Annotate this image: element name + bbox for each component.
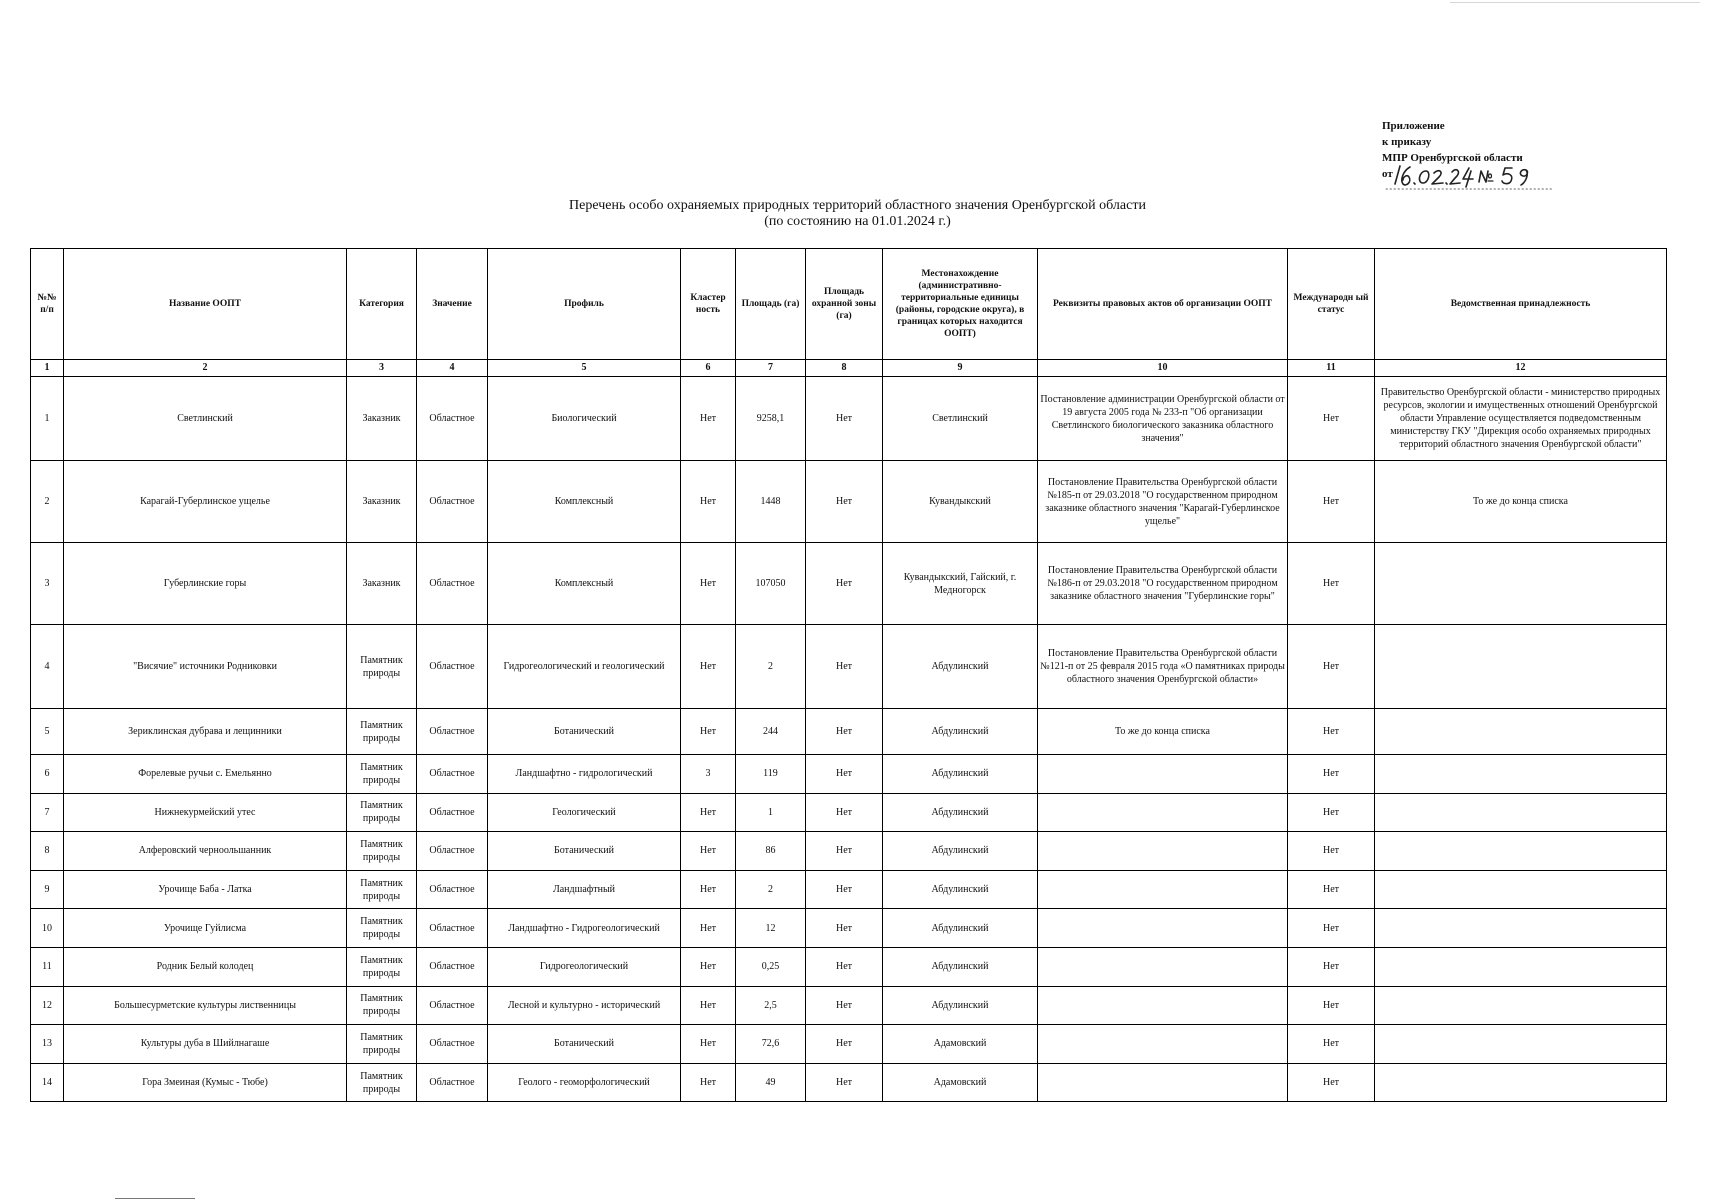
title-line-2: (по состоянию на 01.01.2024 г.) <box>764 214 951 229</box>
cell-intl-status: Нет <box>1288 793 1375 832</box>
cell-department <box>1375 909 1667 948</box>
protected-areas-table <box>30 248 1667 1102</box>
cell-location: Адамовский <box>883 1063 1038 1102</box>
table-row <box>31 1025 1667 1064</box>
col-header-area: Площадь (га) <box>736 249 806 360</box>
cell-location: Светлинский <box>883 377 1038 461</box>
cell-number: 3 <box>31 543 64 625</box>
cell-category: Памятник природы <box>347 1025 417 1064</box>
cell-name: Зериклинская дубрава и лещинники <box>64 709 347 755</box>
col-number: 9 <box>883 360 1038 377</box>
table-row <box>31 461 1667 543</box>
cell-buffer-area: Нет <box>806 461 883 543</box>
cell-name: Карагай-Губерлинское ущелье <box>64 461 347 543</box>
table-row <box>31 377 1667 461</box>
cell-profile: Ботанический <box>488 832 681 871</box>
cell-location: Кувандыкский <box>883 461 1038 543</box>
col-number: 12 <box>1375 360 1667 377</box>
cell-name: Культуры дуба в Шийлнагаше <box>64 1025 347 1064</box>
cell-significance: Областное <box>417 625 488 709</box>
cell-cluster: 3 <box>681 755 736 794</box>
col-number: 5 <box>488 360 681 377</box>
cell-location: Абдулинский <box>883 755 1038 794</box>
cell-buffer-area: Нет <box>806 947 883 986</box>
cell-name: Нижнекурмейский утес <box>64 793 347 832</box>
cell-name: Урочище Гуйлисма <box>64 909 347 948</box>
col-header-number: №№ п/п <box>31 249 64 360</box>
cell-cluster: Нет <box>681 793 736 832</box>
cell-buffer-area: Нет <box>806 709 883 755</box>
cell-area: 9258,1 <box>736 377 806 461</box>
table-row <box>31 543 1667 625</box>
col-number: 7 <box>736 360 806 377</box>
cell-significance: Областное <box>417 832 488 871</box>
cell-profile: Ландшафтный <box>488 870 681 909</box>
cell-area: 49 <box>736 1063 806 1102</box>
cell-name: "Висячие" источники Родниковки <box>64 625 347 709</box>
cell-location: Абдулинский <box>883 832 1038 871</box>
table-row <box>31 793 1667 832</box>
cell-category: Памятник природы <box>347 755 417 794</box>
cell-category: Памятник природы <box>347 909 417 948</box>
col-header-significance: Значение <box>417 249 488 360</box>
table-row <box>31 832 1667 871</box>
col-number: 11 <box>1288 360 1375 377</box>
cell-cluster: Нет <box>681 709 736 755</box>
cell-significance: Областное <box>417 870 488 909</box>
cell-area: 2 <box>736 870 806 909</box>
cell-name: Светлинский <box>64 377 347 461</box>
cell-name: Урочище Баба - Латка <box>64 870 347 909</box>
cell-intl-status: Нет <box>1288 870 1375 909</box>
col-header-department: Ведомственная принадлежность <box>1375 249 1667 360</box>
cell-area: 1448 <box>736 461 806 543</box>
cell-name: Форелевые ручьи с. Емельянно <box>64 755 347 794</box>
cell-cluster: Нет <box>681 1025 736 1064</box>
col-header-profile: Профиль <box>488 249 681 360</box>
cell-department: То же до конца списка <box>1375 461 1667 543</box>
cell-intl-status: Нет <box>1288 461 1375 543</box>
cell-legal-acts <box>1038 909 1288 948</box>
footnote-rule <box>115 1198 195 1199</box>
cell-legal-acts: То же до конца списка <box>1038 709 1288 755</box>
cell-department <box>1375 755 1667 794</box>
annex-line-3: МПР Оренбургской области <box>1382 152 1523 164</box>
cell-department <box>1375 986 1667 1025</box>
cell-buffer-area: Нет <box>806 986 883 1025</box>
cell-category: Памятник природы <box>347 1063 417 1102</box>
cell-category: Памятник природы <box>347 870 417 909</box>
cell-number: 5 <box>31 709 64 755</box>
cell-buffer-area: Нет <box>806 543 883 625</box>
cell-legal-acts <box>1038 1063 1288 1102</box>
cell-intl-status: Нет <box>1288 947 1375 986</box>
cell-area: 107050 <box>736 543 806 625</box>
cell-number: 6 <box>31 755 64 794</box>
cell-cluster: Нет <box>681 543 736 625</box>
annex-date-prefix: от <box>1382 168 1393 180</box>
cell-category: Памятник природы <box>347 986 417 1025</box>
cell-number: 13 <box>31 1025 64 1064</box>
cell-area: 72,6 <box>736 1025 806 1064</box>
cell-significance: Областное <box>417 947 488 986</box>
col-number: 10 <box>1038 360 1288 377</box>
cell-intl-status: Нет <box>1288 1025 1375 1064</box>
cell-intl-status: Нет <box>1288 709 1375 755</box>
cell-location: Адамовский <box>883 1025 1038 1064</box>
cell-legal-acts: Постановление Правительства Оренбургской области №121-п от 25 февраля 2015 года «О памятниках природы областного значения Оренбургской области» <box>1038 625 1288 709</box>
cell-number: 12 <box>31 986 64 1025</box>
cell-number: 8 <box>31 832 64 871</box>
cell-significance: Областное <box>417 543 488 625</box>
cell-number: 14 <box>31 1063 64 1102</box>
cell-profile: Гидрогеологический и геологический <box>488 625 681 709</box>
cell-category: Памятник природы <box>347 832 417 871</box>
cell-profile: Геолого - геоморфологический <box>488 1063 681 1102</box>
cell-location: Абдулинский <box>883 947 1038 986</box>
cell-cluster: Нет <box>681 625 736 709</box>
cell-profile: Ландшафтно - гидрологический <box>488 755 681 794</box>
cell-significance: Областное <box>417 909 488 948</box>
cell-intl-status: Нет <box>1288 909 1375 948</box>
table-row <box>31 947 1667 986</box>
cell-significance: Областное <box>417 793 488 832</box>
col-header-name: Название ООПТ <box>64 249 347 360</box>
document-title <box>0 198 1715 230</box>
cell-location: Абдулинский <box>883 709 1038 755</box>
table-row <box>31 909 1667 948</box>
cell-legal-acts <box>1038 870 1288 909</box>
cell-profile: Комплексный <box>488 543 681 625</box>
table-row <box>31 625 1667 709</box>
handwritten-date-signature <box>1384 162 1559 192</box>
cell-significance: Областное <box>417 986 488 1025</box>
col-number: 8 <box>806 360 883 377</box>
cell-legal-acts <box>1038 755 1288 794</box>
cell-name: Алферовский черноольшанник <box>64 832 347 871</box>
cell-category: Заказник <box>347 543 417 625</box>
cell-cluster: Нет <box>681 832 736 871</box>
cell-location: Абдулинский <box>883 793 1038 832</box>
cell-name: Губерлинские горы <box>64 543 347 625</box>
col-number: 6 <box>681 360 736 377</box>
cell-profile: Гидрогеологический <box>488 947 681 986</box>
cell-area: 86 <box>736 832 806 871</box>
cell-profile: Лесной и культурно - исторический <box>488 986 681 1025</box>
cell-cluster: Нет <box>681 947 736 986</box>
cell-category: Заказник <box>347 461 417 543</box>
annex-line-1: Приложение <box>1382 120 1445 132</box>
cell-department <box>1375 793 1667 832</box>
cell-cluster: Нет <box>681 1063 736 1102</box>
cell-profile: Ботанический <box>488 709 681 755</box>
title-line-1: Перечень особо охраняемых природных территорий областного значения Оренбургской области <box>569 198 1146 213</box>
cell-number: 10 <box>31 909 64 948</box>
cell-number: 9 <box>31 870 64 909</box>
col-header-location: Местонахождение (административно-территориальные единицы (районы, городские округа), в границах которых находится ООПТ) <box>883 249 1038 360</box>
cell-area: 119 <box>736 755 806 794</box>
col-number: 1 <box>31 360 64 377</box>
cell-intl-status: Нет <box>1288 625 1375 709</box>
cell-department <box>1375 709 1667 755</box>
cell-significance: Областное <box>417 461 488 543</box>
cell-location: Абдулинский <box>883 909 1038 948</box>
col-header-cluster: Кластер ность <box>681 249 736 360</box>
column-number-row <box>31 360 1667 377</box>
annex-line-2: к приказу <box>1382 136 1432 148</box>
cell-category: Памятник природы <box>347 793 417 832</box>
cell-significance: Областное <box>417 755 488 794</box>
cell-profile: Ландшафтно - Гидрогеологический <box>488 909 681 948</box>
cell-department <box>1375 625 1667 709</box>
cell-legal-acts: Постановление Правительства Оренбургской области №185-п от 29.03.2018 "О государственном природном заказнике областного значения "Карагай-Губерлинское ущелье" <box>1038 461 1288 543</box>
cell-intl-status: Нет <box>1288 377 1375 461</box>
cell-cluster: Нет <box>681 909 736 948</box>
cell-cluster: Нет <box>681 870 736 909</box>
table-row <box>31 755 1667 794</box>
cell-name: Большесурметские культуры лиственницы <box>64 986 347 1025</box>
col-header-buffer-area: Площадь охранной зоны (га) <box>806 249 883 360</box>
cell-significance: Областное <box>417 1025 488 1064</box>
col-number: 2 <box>64 360 347 377</box>
cell-cluster: Нет <box>681 461 736 543</box>
cell-buffer-area: Нет <box>806 870 883 909</box>
cell-cluster: Нет <box>681 377 736 461</box>
cell-location: Кувандыкский, Гайский, г. Медногорск <box>883 543 1038 625</box>
cell-department <box>1375 1025 1667 1064</box>
cell-buffer-area: Нет <box>806 625 883 709</box>
header-row <box>31 249 1667 360</box>
cell-intl-status: Нет <box>1288 986 1375 1025</box>
cell-significance: Областное <box>417 1063 488 1102</box>
col-header-legal-acts: Реквизиты правовых актов об организации ООПТ <box>1038 249 1288 360</box>
cell-name: Родник Белый колодец <box>64 947 347 986</box>
cell-category: Памятник природы <box>347 947 417 986</box>
cell-intl-status: Нет <box>1288 1063 1375 1102</box>
cell-category: Заказник <box>347 377 417 461</box>
cell-buffer-area: Нет <box>806 832 883 871</box>
cell-legal-acts <box>1038 832 1288 871</box>
cell-location: Абдулинский <box>883 625 1038 709</box>
cell-legal-acts <box>1038 986 1288 1025</box>
cell-significance: Областное <box>417 709 488 755</box>
cell-buffer-area: Нет <box>806 793 883 832</box>
cell-area: 2,5 <box>736 986 806 1025</box>
scan-edge-line <box>1450 2 1700 3</box>
cell-legal-acts <box>1038 947 1288 986</box>
col-number: 3 <box>347 360 417 377</box>
cell-area: 12 <box>736 909 806 948</box>
cell-number: 7 <box>31 793 64 832</box>
table-row <box>31 1063 1667 1102</box>
cell-buffer-area: Нет <box>806 377 883 461</box>
cell-area: 244 <box>736 709 806 755</box>
cell-number: 4 <box>31 625 64 709</box>
cell-profile: Комплексный <box>488 461 681 543</box>
cell-profile: Геологический <box>488 793 681 832</box>
cell-location: Абдулинский <box>883 986 1038 1025</box>
col-header-category: Категория <box>347 249 417 360</box>
cell-area: 1 <box>736 793 806 832</box>
table-row <box>31 870 1667 909</box>
cell-intl-status: Нет <box>1288 543 1375 625</box>
table-row <box>31 986 1667 1025</box>
cell-intl-status: Нет <box>1288 832 1375 871</box>
cell-profile: Ботанический <box>488 1025 681 1064</box>
cell-legal-acts <box>1038 793 1288 832</box>
cell-number: 11 <box>31 947 64 986</box>
cell-area: 0,25 <box>736 947 806 986</box>
cell-category: Памятник природы <box>347 709 417 755</box>
cell-legal-acts: Постановление Правительства Оренбургской области №186-п от 29.03.2018 "О государственном природном заказнике областного значения "Губерлинские горы" <box>1038 543 1288 625</box>
cell-department <box>1375 1063 1667 1102</box>
cell-number: 2 <box>31 461 64 543</box>
cell-buffer-area: Нет <box>806 909 883 948</box>
cell-legal-acts: Постановление администрации Оренбургской области от 19 августа 2005 года № 233-п "Об организации Светлинского биологического заказника областного значения" <box>1038 377 1288 461</box>
cell-intl-status: Нет <box>1288 755 1375 794</box>
cell-buffer-area: Нет <box>806 1025 883 1064</box>
col-header-intl-status: Международн ый статус <box>1288 249 1375 360</box>
cell-significance: Областное <box>417 377 488 461</box>
cell-category: Памятник природы <box>347 625 417 709</box>
cell-profile: Биологический <box>488 377 681 461</box>
cell-area: 2 <box>736 625 806 709</box>
cell-buffer-area: Нет <box>806 755 883 794</box>
cell-department <box>1375 870 1667 909</box>
cell-legal-acts <box>1038 1025 1288 1064</box>
cell-department: Правительство Оренбургской области - министерство природных ресурсов, экологии и имущественных отношений Оренбургской области Управление осуществляется подведомственным министерству ГКУ "Дирекция особо охраняемых природных территорий областного значения Оренбургской области" <box>1375 377 1667 461</box>
cell-cluster: Нет <box>681 986 736 1025</box>
table-row <box>31 709 1667 755</box>
col-number: 4 <box>417 360 488 377</box>
cell-location: Абдулинский <box>883 870 1038 909</box>
cell-department <box>1375 947 1667 986</box>
cell-department <box>1375 832 1667 871</box>
cell-buffer-area: Нет <box>806 1063 883 1102</box>
cell-name: Гора Змеиная (Кумыс - Тюбе) <box>64 1063 347 1102</box>
cell-number: 1 <box>31 377 64 461</box>
cell-department <box>1375 543 1667 625</box>
